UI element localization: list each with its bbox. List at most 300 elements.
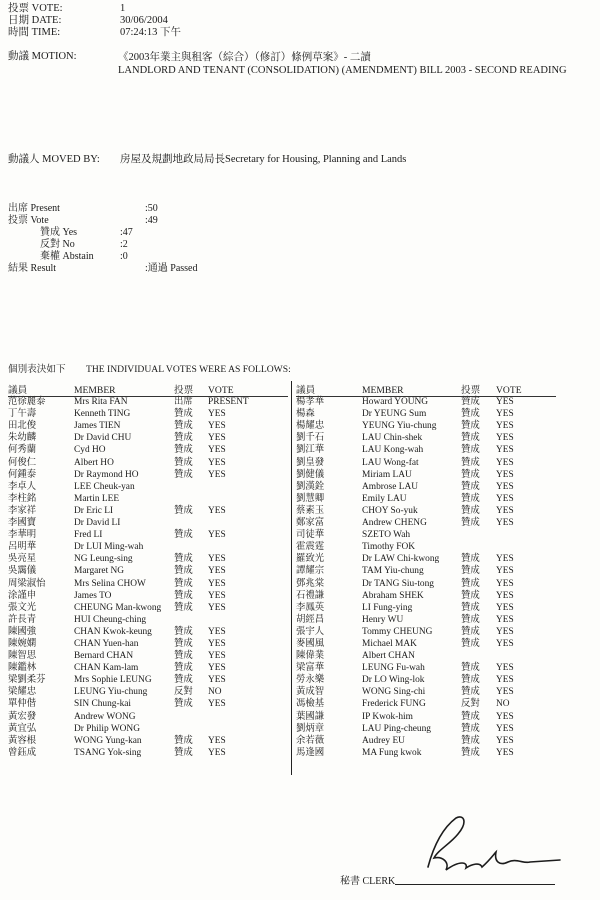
table-row [296,397,596,409]
table-row [8,639,288,651]
member-name-cn: 劉江華 [296,445,325,456]
vote-en: YES [496,578,514,589]
member-name-en: LAU Chin-shek [362,433,423,444]
member-name-cn: 李柱銘 [8,493,37,504]
member-name-en: Fred LI [74,530,103,541]
member-name-en: Bernard CHAN [74,651,134,662]
time-value: 07:24:13 下午 [120,27,181,38]
member-name-cn: 黃宜弘 [8,723,37,734]
vote-cn: 贊成 [461,735,480,746]
member-name-cn: 許長青 [8,614,37,625]
table-row [8,663,288,675]
member-name-en: James TO [74,590,112,601]
member-name-en: Dr YEUNG Sum [362,409,427,420]
votes-table-right [296,385,596,760]
vote-en: YES [496,457,514,468]
member-name-cn: 余若薇 [296,735,325,746]
vote-en: YES [208,663,226,674]
table-row [8,603,288,615]
vote-cn: 贊成 [174,530,193,541]
member-name-cn: 劉千石 [296,433,325,444]
table-title-cn: 個別表決如下 [8,364,66,375]
member-name-en: Timothy FOK [362,542,416,553]
vote-cn: 贊成 [174,409,193,420]
votes-table-left [8,385,288,760]
vote-en: YES [496,397,514,408]
member-name-en: Henry WU [362,614,404,625]
vote-en: YES [208,566,226,577]
table-row [296,663,596,675]
vote-en: YES [208,505,226,516]
vote-cn: 贊成 [461,626,480,637]
vote-value: 1 [120,3,126,14]
abstain-value: :0 [120,251,128,262]
vote-en: YES [496,518,514,529]
vote-cn: 贊成 [461,578,480,589]
motion-title-cn: 《2003年業主與租客（綜合）（修訂）條例草案》- 二讀 [118,52,371,63]
vote-en: NO [496,699,510,710]
member-name-en: Audrey EU [362,735,405,746]
member-name-cn: 李鳳英 [296,602,325,613]
vote-cn: 贊成 [461,397,480,408]
col-vote-en: VOTE [496,385,522,396]
member-name-en: Dr LAW Chi-kwong [362,554,440,565]
vote-cn: 贊成 [461,409,480,420]
member-name-cn: 何俊仁 [8,457,37,468]
col-vote-en: VOTE [208,385,234,396]
member-name-cn: 丁午壽 [8,409,37,420]
col-member-cn: 議員 [8,385,28,396]
vote-en: YES [208,626,226,637]
vote-cn: 贊成 [461,445,480,456]
vote-en: YES [208,590,226,601]
vote-cn: 贊成 [461,663,480,674]
vote-cn: 反對 [174,687,193,698]
table-row [296,603,596,615]
table-row [8,724,288,736]
vote-en: YES [208,651,226,662]
table-row [296,591,596,603]
member-name-en: Mrs Rita FAN [74,397,128,408]
vote-en: YES [496,747,514,758]
member-name-en: CHAN Yuen-han [74,638,139,649]
table-row [296,482,596,494]
vote-en: YES [496,409,514,420]
vote-en: YES [496,711,514,722]
vote-cn: 贊成 [461,421,480,432]
table-row [8,494,288,506]
member-name-en: LEUNG Fu-wah [362,663,425,674]
vote-en: YES [496,663,514,674]
vote-en: YES [496,554,514,565]
vote-en: YES [496,469,514,480]
member-name-en: Tommy CHEUNG [362,626,433,637]
member-name-cn: 涂謹申 [8,590,37,601]
table-row [296,530,596,542]
vote-cn: 贊成 [461,747,480,758]
vote-en: YES [208,638,226,649]
col-vote-cn: 投票 [174,385,194,396]
member-name-cn: 單仲偕 [8,699,37,710]
col-member-cn: 議員 [296,385,316,396]
member-name-en: Michael MAK [362,638,417,649]
motion-text [118,51,578,77]
member-name-cn: 張文光 [8,602,37,613]
vote-cn: 贊成 [461,723,480,734]
vote-cn: 贊成 [174,651,193,662]
member-name-en: Mrs Sophie LEUNG [74,675,152,686]
vote-en: YES [208,602,226,613]
member-name-en: CHAN Kwok-keung [74,626,152,637]
vote-number-row [8,3,125,15]
table-row [8,470,288,482]
vote-count-value: :49 [145,215,158,226]
vote-en: YES [496,614,514,625]
vote-cn: 贊成 [174,457,193,468]
table-row [8,433,288,445]
member-name-en: Dr Eric LI [74,505,114,516]
member-name-cn: 劉炳章 [296,723,325,734]
table-row [296,506,596,518]
table-row [296,724,596,736]
time-label: 時間 TIME: [8,27,61,38]
table-row [296,699,596,711]
table-row [296,566,596,578]
member-name-en: CHEUNG Man-kwong [74,602,162,613]
vote-cn: 贊成 [174,675,193,686]
vote-cn: 贊成 [461,457,480,468]
vote-en: YES [208,554,226,565]
member-name-cn: 李華明 [8,530,37,541]
member-name-cn: 鄭家富 [296,518,325,529]
vote-en: YES [208,421,226,432]
table-row [8,627,288,639]
table-row [8,506,288,518]
table-row [8,409,288,421]
table-row [296,627,596,639]
vote-en: YES [496,505,514,516]
member-name-cn: 羅致光 [296,554,325,565]
moved-by-label: 動議人 MOVED BY: [8,154,100,165]
no-label: 反對 No [40,239,75,250]
member-name-en: Margaret NG [74,566,125,577]
vote-cn: 贊成 [461,566,480,577]
member-name-en: Miriam LAU [362,469,412,480]
table-row [296,615,596,627]
member-name-en: Emily LAU [362,493,407,504]
table-row [8,748,288,760]
member-name-cn: 陳國強 [8,626,37,637]
member-name-cn: 陳鑑林 [8,663,37,674]
vote-cn: 贊成 [174,445,193,456]
table-row [8,458,288,470]
member-name-cn: 劉健儀 [296,469,325,480]
vote-cn: 贊成 [174,602,193,613]
member-name-en: MA Fung kwok [362,747,422,758]
table-row [8,699,288,711]
vote-cn: 贊成 [461,493,480,504]
member-name-en: Andrew CHENG [362,518,427,529]
member-name-cn: 黃宏發 [8,711,37,722]
member-name-en: Dr LO Wing-lok [362,675,425,686]
date-label: 日期 DATE: [8,15,62,26]
table-row [296,542,596,554]
vote-cn: 贊成 [461,638,480,649]
member-name-en: TSANG Yok-sing [74,747,142,758]
member-name-cn: 吳靄儀 [8,566,37,577]
member-name-en: Abraham SHEK [362,590,424,601]
member-name-cn: 勞永樂 [296,675,325,686]
member-name-en: SIN Chung-kai [74,699,132,710]
member-name-en: Albert HO [74,457,114,468]
time-row [8,27,181,39]
table-row [8,579,288,591]
vote-cn: 贊成 [461,469,480,480]
member-name-en: LEUNG Yiu-chung [74,687,148,698]
table-row [296,687,596,699]
present-value: :50 [145,203,158,214]
member-name-cn: 霍震霆 [296,542,325,553]
member-name-cn: 張宇人 [296,626,325,637]
member-name-en: Dr Raymond HO [74,469,139,480]
vote-en: YES [496,626,514,637]
col-member-en: MEMBER [74,385,116,396]
table-row [296,445,596,457]
member-name-cn: 曾鈺成 [8,747,37,758]
vote-en: YES [496,602,514,613]
vote-en: YES [496,566,514,577]
member-name-en: IP Kwok-him [362,711,413,722]
yes-label: 贊成 Yes [40,227,78,238]
member-name-cn: 劉漢銓 [296,481,325,492]
table-row [8,554,288,566]
table-row [8,566,288,578]
member-name-en: NG Leung-sing [74,554,133,565]
vote-cn: 贊成 [174,554,193,565]
member-name-cn: 楊孝華 [296,397,325,408]
table-row [8,421,288,433]
vote-en: YES [208,445,226,456]
member-name-cn: 周梁淑怡 [8,578,46,589]
result-label: 結果 Result [8,263,57,274]
signature-line [395,884,555,885]
date-row [8,15,168,27]
member-name-cn: 梁耀忠 [8,687,37,698]
vote-cn: 贊成 [174,638,193,649]
table-row [8,397,288,409]
member-name-cn: 鄧兆棠 [296,578,325,589]
table-row [296,554,596,566]
vote-cn: 贊成 [461,505,480,516]
vote-cn: 贊成 [174,699,193,710]
member-name-en: LAU Kong-wah [362,445,424,456]
present-label: 出席 Present [8,203,60,214]
vote-cn: 贊成 [461,518,480,529]
vote-en: YES [208,735,226,746]
vote-cn: 贊成 [461,433,480,444]
vote-en: YES [496,638,514,649]
table-row [296,579,596,591]
motion-title-en: LANDLORD AND TENANT (CONSOLIDATION) (AMENDMENT) BILL 2003 - SECOND READING [118,65,567,76]
member-name-en: James TIEN [74,421,121,432]
table-row [296,409,596,421]
member-name-en: Martin LEE [74,493,120,504]
member-name-cn: 馬逢國 [296,747,325,758]
vote-en: YES [208,578,226,589]
date-value: 30/06/2004 [120,15,168,26]
vote-en: YES [496,421,514,432]
vote-cn: 贊成 [174,469,193,480]
member-name-en: CHOY So-yuk [362,505,418,516]
member-name-cn: 葉國謙 [296,711,325,722]
member-name-en: Dr TANG Siu-tong [362,578,434,589]
member-name-en: Albert CHAN [362,651,415,662]
member-name-cn: 陳智思 [8,651,37,662]
member-name-cn: 黃成智 [296,687,325,698]
col-vote-cn: 投票 [461,385,481,396]
member-name-cn: 石禮謙 [296,590,325,601]
vote-en: YES [496,433,514,444]
vote-cn: 贊成 [174,663,193,674]
table-row [296,518,596,530]
table-row [8,530,288,542]
table-row [296,470,596,482]
vote-cn: 贊成 [461,675,480,686]
vote-cn: 出席 [174,397,193,408]
table-row [296,421,596,433]
member-name-en: SZETO Wah [362,530,411,541]
vote-en: YES [496,493,514,504]
member-name-en: Howard YOUNG [362,397,429,408]
table-row [8,736,288,748]
vote-en: YES [496,675,514,686]
motion-label: 動議 MOTION: [8,51,77,62]
vote-en: YES [496,723,514,734]
vote-en: YES [208,747,226,758]
member-name-en: Dr David CHU [74,433,132,444]
table-title-en: THE INDIVIDUAL VOTES WERE AS FOLLOWS: [86,364,291,375]
vote-cn: 贊成 [174,566,193,577]
member-name-en: Ambrose LAU [362,481,418,492]
vote-cn: 贊成 [461,614,480,625]
member-name-cn: 劉慧卿 [296,493,325,504]
member-name-cn: 李國寶 [8,518,37,529]
vote-cn: 贊成 [174,433,193,444]
yes-value: :47 [120,227,133,238]
member-name-en: Kenneth TING [74,409,131,420]
member-name-cn: 梁富華 [296,663,325,674]
vote-cn: 贊成 [461,687,480,698]
moved-by-row [8,154,406,166]
vote-en: YES [496,481,514,492]
result-value: :通過 Passed [145,263,198,274]
table-row [8,482,288,494]
member-name-cn: 蔡素玉 [296,505,325,516]
table-row [8,542,288,554]
member-name-en: Mrs Selina CHOW [74,578,146,589]
member-name-cn: 田北俊 [8,421,37,432]
member-name-cn: 馮檢基 [296,699,325,710]
col-member-en: MEMBER [362,385,404,396]
vote-en: YES [496,445,514,456]
vote-cn: 贊成 [174,505,193,516]
member-name-en: CHAN Kam-lam [74,663,139,674]
table-row [8,518,288,530]
member-name-en: TAM Yiu-chung [362,566,424,577]
vote-cn: 贊成 [461,554,480,565]
member-name-cn: 呂明華 [8,542,37,553]
vote-cn: 贊成 [174,421,193,432]
vote-en: YES [208,469,226,480]
vote-label: 投票 VOTE: [8,3,63,14]
vote-en: NO [208,687,222,698]
table-row [296,675,596,687]
table-row [8,712,288,724]
member-name-cn: 何鍾泰 [8,469,37,480]
member-name-cn: 何秀蘭 [8,445,37,456]
member-name-en: LAU Ping-cheung [362,723,431,734]
member-name-cn: 范徐麗泰 [8,397,46,408]
table-row [8,675,288,687]
member-name-en: Dr Philip WONG [74,723,140,734]
member-name-cn: 胡經昌 [296,614,325,625]
column-divider [291,381,292,775]
member-name-en: Frederick FUNG [362,699,426,710]
table-row [296,712,596,724]
abstain-label: 棄權 Abstain [40,251,94,262]
member-name-en: HUI Cheung-ching [74,614,147,625]
vote-cn: 贊成 [174,578,193,589]
member-name-cn: 譚耀宗 [296,566,325,577]
vote-en: YES [208,433,226,444]
member-name-cn: 李卓人 [8,481,37,492]
vote-en: YES [208,675,226,686]
vote-count-label: 投票 Vote [8,215,49,226]
table-row [8,687,288,699]
vote-en: YES [496,590,514,601]
member-name-en: Andrew WONG [74,711,136,722]
member-name-cn: 陳婉嫻 [8,638,37,649]
header-rule-right [296,396,556,397]
vote-cn: 贊成 [174,735,193,746]
no-value: :2 [120,239,128,250]
vote-cn: 反對 [461,699,480,710]
table-row [296,639,596,651]
clerk-label: 秘書 CLERK [340,876,396,887]
vote-en: PRESENT [208,397,249,408]
member-name-cn: 梁劉柔芬 [8,675,46,686]
member-name-cn: 陳偉業 [296,651,325,662]
vote-cn: 贊成 [461,481,480,492]
vote-cn: 贊成 [174,626,193,637]
moved-by-value: 房屋及規劃地政局局長Secretary for Housing, Planning and Lands [120,154,407,165]
member-name-cn: 李家祥 [8,505,37,516]
table-row [296,736,596,748]
vote-en: YES [208,409,226,420]
table-row [296,748,596,760]
member-name-cn: 劉皇發 [296,457,325,468]
member-name-en: WONG Yung-kan [74,735,142,746]
member-name-en: Dr LUI Ming-wah [74,542,144,553]
vote-en: YES [208,699,226,710]
clerk-signature [420,812,570,882]
table-row [8,615,288,627]
vote-en: YES [496,735,514,746]
vote-en: YES [208,530,226,541]
member-name-cn: 朱幼麟 [8,433,37,444]
member-name-en: Dr David LI [74,518,121,529]
table-row [296,433,596,445]
